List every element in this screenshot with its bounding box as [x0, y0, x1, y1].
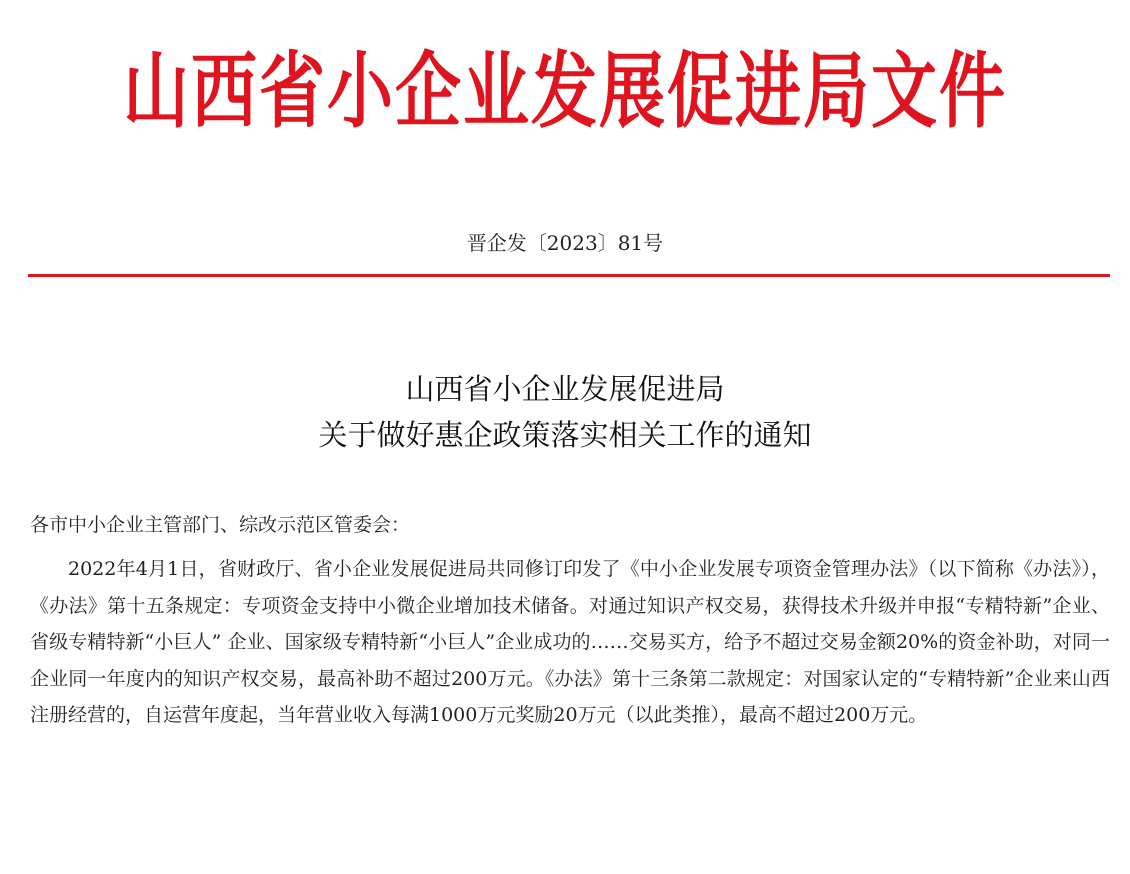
- masthead-title: 山西省小企业发展促进局文件: [123, 41, 1007, 140]
- notice-title-line2: 关于做好惠企政策落实相关工作的通知: [318, 418, 812, 452]
- red-divider-line: [28, 274, 1110, 277]
- salutation: 各市中小企业主管部门、综改示范区管委会：: [30, 514, 411, 536]
- body-paragraph: 2022年4月1日，省财政厅、省小企业发展促进局共同修订印发了《中小企业发展专项资金管理办法》（以下简称《办法》），《办法》第十五条规定：专项资金支持中小微企业增加技术储备。对通过知识产权交易，获得技术升级并申报“专精特新”企业、省级专精特新“小巨人” 企业、国家级专精特新“小巨人”企业成功的……交易买方，给予不超过交易金额20%的资金补助，对同一企业同一年度内的知识产权交易，最高补助不超过200万元。《办法》第十三条第二款规定：对国家认定的“专精特新”企业来山西注册经营的，自运营年度起，当年营业收入每满1000万元奖励20万元（以此类推），最高不超过200万元。: [30, 558, 1110, 726]
- notice-title-line1: 山西省小企业发展促进局: [405, 372, 725, 406]
- notice-title: [0, 366, 1130, 458]
- document-number: 晋企发〔2023〕81号: [466, 231, 664, 255]
